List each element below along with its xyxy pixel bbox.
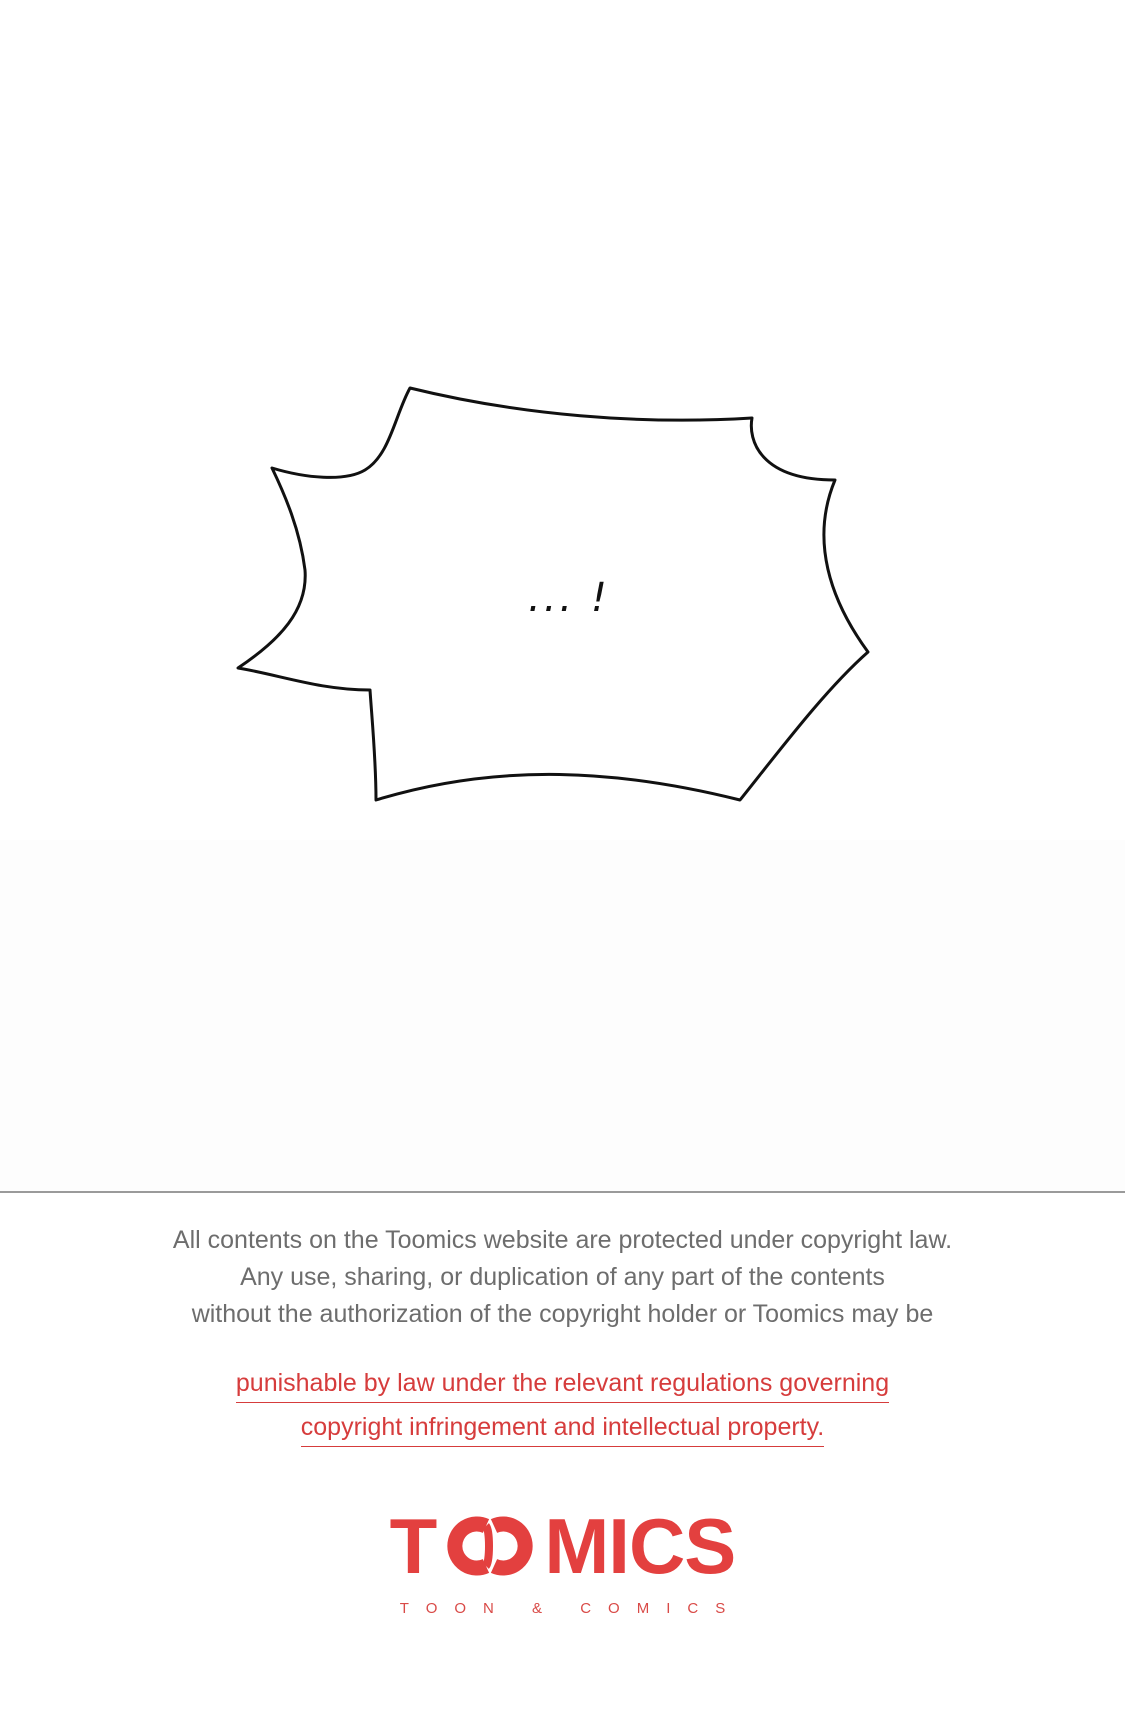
logo-letters-mics: MICS [544, 1502, 736, 1590]
notice-line: Any use, sharing, or duplication of any part of the contents [240, 1263, 885, 1291]
warning-line: punishable by law under the relevant regulations governing [236, 1368, 889, 1403]
logo-double-o-icon [436, 1506, 544, 1586]
toomics-logo [0, 1502, 1125, 1617]
logo-letter-t: T [389, 1502, 437, 1590]
copyright-notice [0, 1222, 1125, 1333]
notice-line: All contents on the Toomics website are protected under copyright law. [172, 1226, 953, 1254]
warning-line: copyright infringement and intellectual property. [301, 1412, 824, 1447]
copyright-warning [0, 1368, 1125, 1456]
speech-bubble-text: ... ! [528, 575, 610, 621]
logo-wordmark [389, 1502, 736, 1590]
panel-lower-area [0, 840, 1125, 1193]
divider-line [0, 1191, 1125, 1193]
notice-line: without the authorization of the copyright holder or Toomics may be [191, 1300, 934, 1328]
logo-tagline: TOON & COMICS [399, 1600, 743, 1617]
shout-speech-bubble [0, 0, 1125, 840]
